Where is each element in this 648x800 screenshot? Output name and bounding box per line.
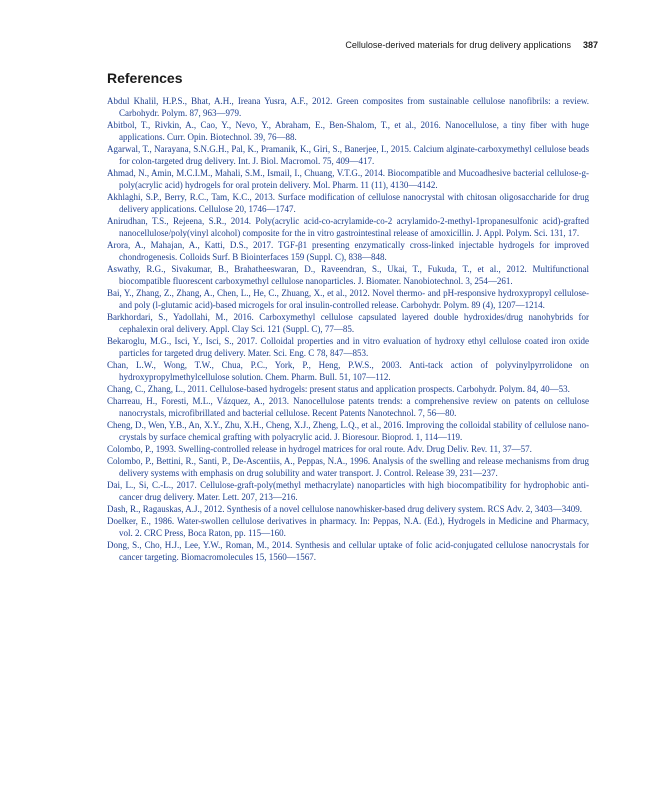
reference-item[interactable]: Charreau, H., Foresti, M.L., Vázquez, A., 2013. Nanocellulose patents trends: a comprehensive review on patents on cellulose nanocrystals, microfibrillated and bacterial cellulose. Recent Patents Nanotechnol. 7, 56—80. [107, 396, 589, 418]
reference-item[interactable]: Abdul Khalil, H.P.S., Bhat, A.H., Ireana Yusra, A.F., 2012. Green composites from sustainable cellulose nanofibrils: a review. Carbohydr. Polym. 87, 963—979. [107, 96, 589, 118]
reference-item[interactable]: Chan, L.W., Wong, T.W., Chua, P.C., York, P., Heng, P.W.S., 2003. Anti-tack action of polyvinylpyrrolidone on hydroxypropylmethylcellulose solution. Chem. Pharm. Bull. 51, 107—112. [107, 360, 589, 382]
reference-item[interactable]: Bekaroglu, M.G., Isci, Y., Isci, S., 2017. Colloidal properties and in vitro evaluation of hydroxy ethyl cellulose coated iron oxide particles for targeted drug delivery. Mater. Sci. Eng. C 78, 847—853. [107, 336, 589, 358]
reference-item[interactable]: Dai, L., Si, C.-L., 2017. Cellulose-graft-poly(methyl methacrylate) nanoparticles with high biocompatibility for hydrophobic anti-cancer drug delivery. Mater. Lett. 207, 213—216. [107, 480, 589, 502]
reference-item[interactable]: Cheng, D., Wen, Y.B., An, X.Y., Zhu, X.H., Cheng, X.J., Zheng, L.Q., et al., 2016. Improving the colloidal stability of cellulose nano-crystals by surface chemical grafting with polyacrylic acid. J. Bioresour. Bioprod. 1, 114—119. [107, 420, 589, 442]
reference-item[interactable]: Aswathy, R.G., Sivakumar, B., Brahatheeswaran, D., Raveendran, S., Ukai, T., Fukuda, T., et al., 2012. Multifunctional biocompatible fluorescent carboxymethyl cellulose nanoparticles. J. Biomater. Nanobiotechnol. 3, 254—261. [107, 264, 589, 286]
reference-item[interactable]: Colombo, P., Bettini, R., Santi, P., De-Ascentiis, A., Peppas, N.A., 1996. Analysis of the swelling and release mechanisms from drug delivery systems with emphasis on drug solubility and water transport. J. Control. Release 39, 231—237. [107, 456, 589, 478]
references-heading: References [107, 70, 183, 86]
reference-item[interactable]: Ahmad, N., Amin, M.C.I.M., Mahali, S.M., Ismail, I., Chuang, V.T.G., 2014. Biocompatible and Mucoadhesive bacterial cellulose-g-poly(acrylic acid) hydrogels for oral protein delivery. Mol. Pharm. 11 (11), 4130—4142. [107, 168, 589, 190]
page-number: 387 [582, 40, 598, 50]
reference-item[interactable]: Agarwal, T., Narayana, S.N.G.H., Pal, K., Pramanik, K., Giri, S., Banerjee, I., 2015. Calcium alginate-carboxymethyl cellulose beads for colon-targeted drug delivery. Int. J. Biol. Macromol. 75, 409—417. [107, 144, 589, 166]
running-head [345, 40, 598, 50]
reference-item[interactable]: Akhlaghi, S.P., Berry, R.C., Tam, K.C., 2013. Surface modification of cellulose nanocrystal with chitosan oligosaccharide for drug delivery applications. Cellulose 20, 1746—1747. [107, 192, 589, 214]
running-head-title: Cellulose-derived materials for drug delivery applications [345, 40, 571, 50]
reference-item[interactable]: Doelker, E., 1986. Water-swollen cellulose derivatives in pharmacy. In: Peppas, N.A. (Ed.), Hydrogels in Medicine and Pharmacy, vol. 2. CRC Press, Boca Raton, pp. 115—160. [107, 516, 589, 538]
reference-item[interactable]: Dong, S., Cho, H.J., Lee, Y.W., Roman, M., 2014. Synthesis and cellular uptake of folic acid-conjugated cellulose nanocrystals for cancer targeting. Biomacromolecules 15, 1560—1567. [107, 540, 589, 562]
reference-item[interactable]: Bai, Y., Zhang, Z., Zhang, A., Chen, L., He, C., Zhuang, X., et al., 2012. Novel thermo- and pH-responsive hydroxypropyl cellulose- and poly (l-glutamic acid)-based microgels for oral insulin-controlled release. Carbohydr. Polym. 89 (4), 1207—1214. [107, 288, 589, 310]
reference-item[interactable]: Chang, C., Zhang, L., 2011. Cellulose-based hydrogels: present status and application prospects. Carbohydr. Polym. 84, 40—53. [107, 384, 570, 394]
reference-item[interactable]: Abitbol, T., Rivkin, A., Cao, Y., Nevo, Y., Abraham, E., Ben-Shalom, T., et al., 2016. Nanocellulose, a tiny fiber with huge applications. Curr. Opin. Biotechnol. 39, 76—88. [107, 120, 589, 142]
reference-item[interactable]: Dash, R., Ragauskas, A.J., 2012. Synthesis of a novel cellulose nanowhisker-based drug delivery system. RCS Adv. 2, 3403—3409. [107, 504, 582, 514]
reference-item[interactable]: Anirudhan, T.S., Rejeena, S.R., 2014. Poly(acrylic acid-co-acrylamide-co-2 acrylamido-2-methyl-1propanesulfonic acid)-grafted nanocellulose/poly(vinyl alcohol) composite for the in vitro gastrointestinal release of amoxicillin. J. Appl. Polym. Sci. 131, 17. [107, 216, 589, 238]
reference-item[interactable]: Arora, A., Mahajan, A., Katti, D.S., 2017. TGF-β1 presenting enzymatically cross-linked injectable hydrogels for improved chondrogenesis. Colloids Surf. B Biointerfaces 159 (Suppl. C), 838—848. [107, 240, 589, 262]
reference-item[interactable]: Colombo, P., 1993. Swelling-controlled release in hydrogel matrices for oral route. Adv. Drug Deliv. Rev. 11, 37—57. [107, 444, 532, 454]
reference-item[interactable]: Barkhordari, S., Yadollahi, M., 2016. Carboxymethyl cellulose capsulated layered double hydroxides/drug nanohybrids for cephalexin oral delivery. Appl. Clay Sci. 121 (Suppl. C), 77—85. [107, 312, 589, 334]
reference-list [107, 95, 589, 563]
